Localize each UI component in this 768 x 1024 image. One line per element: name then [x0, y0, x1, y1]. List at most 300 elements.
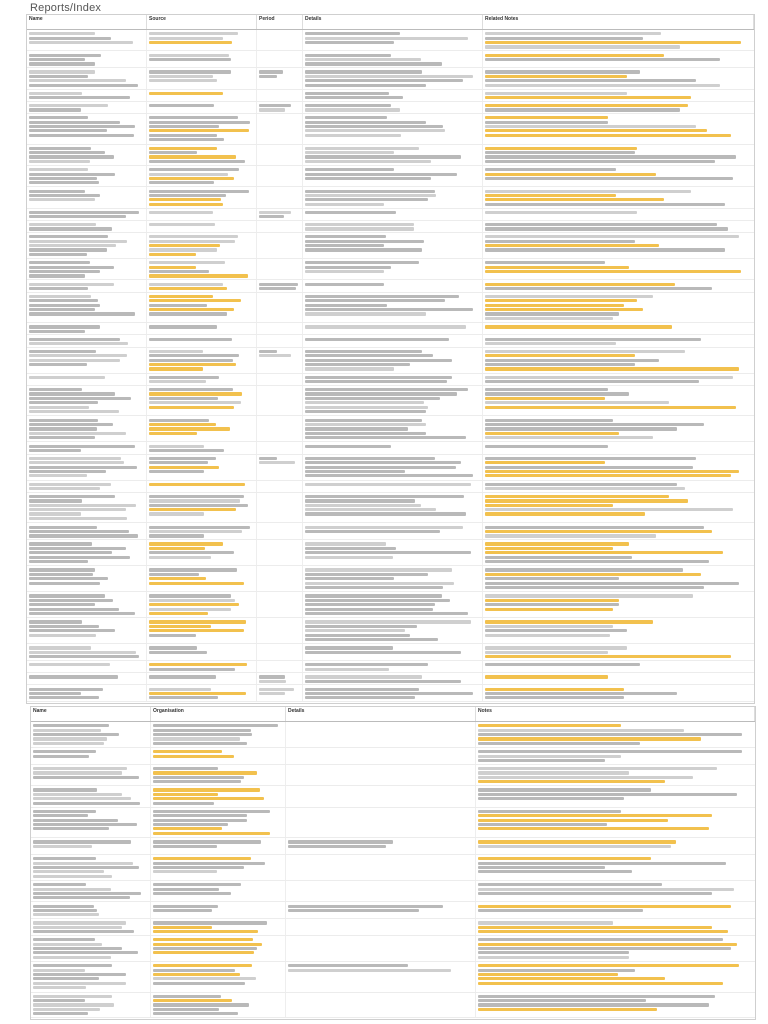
text-line [485, 308, 643, 311]
text-line [33, 909, 97, 912]
text-line [33, 951, 138, 954]
text-line [149, 235, 238, 238]
text-line [478, 776, 693, 779]
text-line [29, 270, 100, 273]
table-cell [257, 386, 303, 416]
text-line [305, 75, 473, 78]
text-line [29, 568, 95, 571]
table-cell [483, 493, 754, 523]
table-cell [483, 442, 754, 453]
text-line [485, 155, 736, 158]
bottom-header-col-3: Notes [476, 707, 755, 721]
text-line [478, 737, 701, 740]
text-line [485, 266, 629, 269]
table-cell [257, 335, 303, 346]
text-line [485, 104, 688, 107]
text-line [149, 512, 204, 515]
text-line [149, 568, 237, 571]
table-cell [147, 540, 257, 565]
text-line [29, 84, 138, 87]
text-line [485, 283, 675, 286]
text-line [305, 108, 400, 111]
text-line [33, 982, 126, 985]
table-cell [147, 187, 257, 207]
table-cell [27, 442, 147, 453]
text-line [478, 982, 723, 985]
text-line [485, 432, 619, 435]
text-line [485, 445, 608, 448]
table-cell [303, 335, 483, 346]
text-line [149, 376, 219, 379]
table-cell [31, 855, 151, 880]
text-line [485, 168, 616, 171]
text-line [478, 947, 731, 950]
text-line [153, 827, 222, 830]
table-row [27, 661, 754, 673]
text-line [478, 759, 605, 762]
text-line [33, 905, 94, 908]
text-line [305, 104, 391, 107]
table-cell [303, 673, 483, 684]
text-line [29, 96, 130, 99]
text-line [485, 173, 656, 176]
table-cell [483, 68, 754, 88]
table-cell [147, 102, 257, 113]
text-line [33, 938, 95, 941]
text-line [33, 771, 122, 774]
text-line [478, 793, 737, 796]
table-cell [303, 323, 483, 334]
table-cell [303, 102, 483, 113]
text-line [29, 266, 114, 269]
table-cell [151, 902, 286, 918]
text-line [305, 62, 442, 65]
text-line [149, 547, 205, 550]
table-row [27, 348, 754, 374]
text-line [33, 964, 112, 967]
text-line [29, 688, 103, 691]
text-line [305, 586, 443, 589]
text-line [29, 692, 81, 695]
table-cell [476, 902, 755, 918]
text-line [33, 930, 134, 933]
table-cell [483, 259, 754, 279]
text-line [33, 947, 122, 950]
text-line [153, 771, 257, 774]
text-line [305, 190, 435, 193]
text-line [149, 445, 204, 448]
text-line [153, 1012, 238, 1015]
text-line [305, 646, 393, 649]
text-line [33, 1003, 114, 1006]
table-cell [257, 455, 303, 480]
text-line [29, 466, 137, 469]
table-cell [483, 166, 754, 186]
table-cell [286, 765, 476, 785]
text-line [29, 599, 113, 602]
table-cell [476, 919, 755, 935]
table-cell [151, 786, 286, 806]
text-line [149, 211, 213, 214]
text-line [478, 755, 621, 758]
text-line [33, 767, 127, 770]
table-cell [147, 221, 257, 232]
text-line [29, 582, 100, 585]
table-cell [257, 145, 303, 165]
table-cell [286, 838, 476, 854]
text-line [33, 977, 99, 980]
table-cell [286, 881, 476, 901]
table-cell [31, 722, 151, 747]
text-line [153, 909, 212, 912]
text-line [485, 542, 629, 545]
table-cell [31, 962, 151, 992]
text-line [149, 181, 214, 184]
text-line [29, 235, 108, 238]
text-line [153, 964, 252, 967]
text-line [29, 517, 127, 520]
text-line [29, 190, 85, 193]
top-table-header [27, 15, 754, 30]
text-line [29, 194, 100, 197]
text-line [485, 634, 610, 637]
text-line [485, 198, 664, 201]
text-line [33, 862, 133, 865]
text-line [153, 819, 247, 822]
table-cell [476, 838, 755, 854]
table-cell [303, 644, 483, 660]
text-line [29, 338, 120, 341]
text-line [305, 354, 433, 357]
text-line [153, 892, 231, 895]
text-line [305, 211, 396, 214]
text-line [149, 325, 217, 328]
text-line [29, 37, 111, 40]
text-line [29, 41, 133, 44]
text-line [33, 995, 112, 998]
text-line [29, 504, 136, 507]
text-line [485, 211, 637, 214]
text-line [485, 240, 635, 243]
text-line [305, 283, 384, 286]
table-cell [27, 209, 147, 220]
text-line [305, 367, 394, 370]
text-line [29, 151, 105, 154]
text-line [485, 325, 672, 328]
text-line [485, 248, 725, 251]
table-cell [483, 221, 754, 232]
table-cell [483, 673, 754, 684]
table-cell [31, 838, 151, 854]
text-line [153, 737, 240, 740]
text-line [259, 108, 285, 111]
text-line [149, 508, 236, 511]
text-line [485, 84, 720, 87]
table-cell [31, 902, 151, 918]
table-cell [303, 90, 483, 101]
text-line [29, 363, 87, 366]
table-cell [27, 523, 147, 539]
text-line [149, 147, 217, 150]
text-line [29, 92, 82, 95]
table-cell [27, 68, 147, 88]
text-line [478, 724, 621, 727]
text-line [149, 688, 211, 691]
text-line [29, 556, 130, 559]
text-line [29, 534, 138, 537]
text-line [149, 401, 241, 404]
text-line [485, 696, 624, 699]
text-line [29, 104, 108, 107]
text-line [478, 819, 668, 822]
table-cell [303, 259, 483, 279]
text-line [33, 810, 96, 813]
table-cell [27, 540, 147, 565]
text-line [485, 560, 709, 563]
table-cell [31, 765, 151, 785]
table-cell [147, 566, 257, 591]
table-cell [147, 209, 257, 220]
text-line [478, 840, 676, 843]
table-cell [147, 481, 257, 492]
table-cell [483, 145, 754, 165]
table-cell [31, 808, 151, 838]
table-cell [303, 51, 483, 67]
table-cell [303, 209, 483, 220]
table-row [27, 540, 754, 566]
text-line [485, 508, 733, 511]
text-line [33, 823, 137, 826]
text-line [29, 244, 116, 247]
table-cell [257, 51, 303, 67]
text-line [485, 594, 693, 597]
text-line [259, 675, 285, 678]
table-cell [303, 187, 483, 207]
text-line [478, 926, 712, 929]
table-cell [286, 808, 476, 838]
text-line [153, 977, 256, 980]
table-cell [303, 592, 483, 617]
text-line [288, 964, 408, 967]
table-cell [286, 786, 476, 806]
text-line [153, 969, 235, 972]
table-cell [303, 145, 483, 165]
text-line [305, 461, 461, 464]
table-row [31, 808, 755, 839]
text-line [153, 951, 254, 954]
text-line [305, 244, 384, 247]
text-line [478, 1003, 709, 1006]
text-line [305, 556, 393, 559]
text-line [485, 388, 608, 391]
text-line [29, 223, 96, 226]
text-line [29, 227, 112, 230]
text-line [259, 75, 277, 78]
table-row [27, 90, 754, 102]
text-line [33, 733, 119, 736]
text-line [33, 969, 85, 972]
text-line [29, 401, 98, 404]
text-line [305, 223, 414, 226]
table-row [31, 881, 755, 902]
text-line [29, 168, 88, 171]
text-line [29, 397, 131, 400]
text-line [485, 312, 619, 315]
text-line [29, 308, 95, 311]
text-line [478, 742, 640, 745]
text-line [478, 977, 665, 980]
text-line [485, 688, 624, 691]
text-line [259, 461, 295, 464]
table-cell [286, 855, 476, 880]
text-line [305, 147, 419, 150]
text-line [33, 776, 139, 779]
table-cell [147, 166, 257, 186]
text-line [153, 995, 221, 998]
table-row [27, 166, 754, 187]
text-line [29, 359, 120, 362]
table-row [27, 442, 754, 454]
text-line [149, 354, 239, 357]
text-line [149, 134, 217, 137]
table-cell [303, 685, 483, 700]
text-line [149, 406, 234, 409]
text-line [305, 397, 440, 400]
table-cell [31, 936, 151, 961]
text-line [149, 495, 244, 498]
text-line [485, 70, 640, 73]
table-row [27, 416, 754, 442]
table-cell [147, 323, 257, 334]
text-line [29, 261, 90, 264]
text-line [305, 696, 415, 699]
text-line [485, 534, 656, 537]
top-header-col-3: Details [303, 15, 483, 29]
table-cell [303, 493, 483, 523]
table-cell [27, 618, 147, 643]
table-cell [257, 233, 303, 258]
text-line [29, 388, 82, 391]
table-cell [286, 748, 476, 764]
table-cell [303, 221, 483, 232]
text-line [149, 582, 244, 585]
text-line [29, 274, 85, 277]
text-line [29, 304, 100, 307]
text-line [149, 620, 246, 623]
table-cell [151, 855, 286, 880]
table-cell [483, 592, 754, 617]
text-line [29, 312, 135, 315]
table-cell [257, 592, 303, 617]
text-line [485, 512, 645, 515]
text-line [259, 688, 294, 691]
text-line [288, 969, 451, 972]
text-line [305, 542, 386, 545]
table-row [27, 618, 754, 644]
text-line [478, 845, 671, 848]
text-line [485, 92, 627, 95]
table-cell [483, 644, 754, 660]
table-cell [27, 30, 147, 50]
text-line [149, 283, 223, 286]
table-row [31, 962, 755, 993]
text-line [485, 419, 613, 422]
text-line [29, 551, 112, 554]
document-title-text: Reports/Index [30, 2, 102, 14]
table-row [27, 51, 754, 68]
table-cell [257, 493, 303, 523]
table-cell [27, 416, 147, 441]
text-line [305, 121, 426, 124]
text-line [33, 802, 140, 805]
text-line [478, 921, 613, 924]
table-cell [303, 661, 483, 672]
table-cell [483, 51, 754, 67]
table-cell [151, 962, 286, 992]
text-line [33, 892, 141, 895]
text-line [305, 134, 401, 137]
text-line [149, 573, 199, 576]
table-cell [303, 618, 483, 643]
text-line [29, 108, 81, 111]
text-line [153, 797, 264, 800]
text-line [153, 1008, 219, 1011]
text-line [485, 461, 605, 464]
text-line [29, 295, 91, 298]
table-cell [27, 348, 147, 373]
table-cell [303, 442, 483, 453]
text-line [485, 342, 616, 345]
text-line [305, 427, 408, 430]
text-line [485, 663, 640, 666]
text-line [149, 392, 242, 395]
table-cell [476, 962, 755, 992]
text-line [33, 857, 96, 860]
text-line [149, 270, 209, 273]
text-line [153, 857, 251, 860]
table-row [27, 481, 754, 493]
text-line [33, 875, 112, 878]
table-cell [27, 673, 147, 684]
text-line [33, 973, 126, 976]
text-line [33, 742, 104, 745]
text-line [149, 551, 234, 554]
text-line [485, 495, 669, 498]
text-line [478, 797, 624, 800]
text-line [29, 474, 87, 477]
text-line [478, 767, 717, 770]
text-line [149, 350, 203, 353]
text-line [305, 551, 471, 554]
text-line [153, 814, 247, 817]
text-line [485, 504, 613, 507]
text-line [485, 350, 685, 353]
top-header-col-0: Name [27, 15, 147, 29]
text-line [29, 625, 99, 628]
text-line [305, 603, 435, 606]
text-line [29, 594, 105, 597]
table-cell [147, 335, 257, 346]
text-line [485, 190, 691, 193]
table-cell [476, 808, 755, 838]
text-line [485, 651, 608, 654]
text-line [153, 905, 218, 908]
table-row [27, 374, 754, 386]
text-line [305, 325, 466, 328]
table-cell [257, 293, 303, 323]
text-line [485, 223, 717, 226]
table-cell [303, 293, 483, 323]
